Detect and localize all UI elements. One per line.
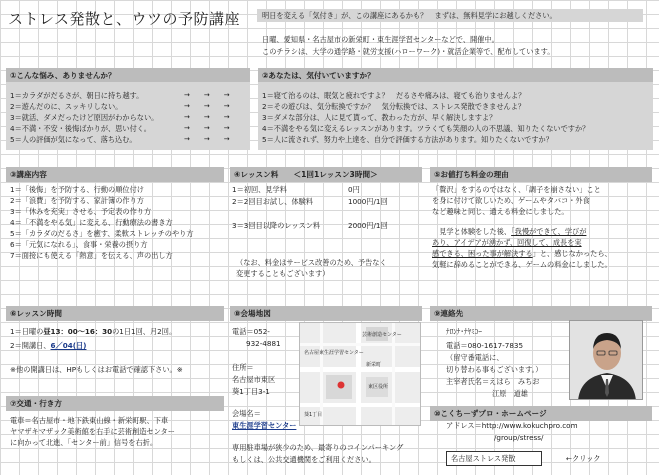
sec5-body: [432, 184, 652, 270]
sec6-heading: ⑥レッスン時間: [6, 306, 224, 321]
sec2-list: [262, 90, 589, 145]
price-label: 2＝2回目お試し、体験料: [232, 197, 314, 206]
host-photo: [569, 320, 643, 400]
access-line: 電車＝名古屋市・地下鉄東山線・新栄町駅、下車: [10, 416, 169, 425]
access-line: に向かって北進、「センター前」信号を右折。: [10, 438, 158, 447]
contact-phone: 電話＝080-1617-7835: [446, 341, 524, 350]
time-line-1: 1＝日曜の昼13：00～16：30の1日1回、月2回。: [10, 327, 177, 336]
list-item: 5＝人に流されず、努力や上達を、自分で評価する方法があります。知りたくないですか？: [262, 135, 553, 144]
price-row: [232, 184, 422, 196]
list-item: 3＝「休みを充実」させる、予定表の作り方: [10, 207, 152, 216]
sec1-list: [10, 90, 158, 145]
sec9-heading: ⑨連絡先: [430, 306, 652, 321]
price-note-1: （なお、料金はサービス改善のため、予告なく: [236, 258, 387, 267]
reason-line: など趣味と同じ、通える料金にしました。: [432, 207, 569, 216]
price-row: [232, 220, 422, 232]
reason-line: あり、アイデアが湧かず、回復して、成長を実: [432, 238, 582, 247]
list-item: 3＝ダメな部分は、人に見て貰って、教わった方が、早く解決しますよ？: [262, 113, 497, 122]
intro-line-3: このチラシは、大学の通学路・就労支援(ハローワーク)・就活企業等で、配布しています。: [262, 47, 555, 56]
venue-phone: 電話＝052-: [232, 327, 270, 336]
price-label: 3＝3回目以降のレッスン料: [232, 221, 321, 230]
list-item: 6＝「元気になれる」、食事・栄養の摂り方: [10, 240, 148, 249]
parking-note-2: もしくは、公共交通機関をご利用ください。: [232, 455, 376, 464]
hp-url-2[interactable]: /group/stress/: [494, 433, 544, 442]
search-box[interactable]: 名古屋ストレス発散: [446, 451, 542, 466]
list-item: 1＝「後悔」を予防する、行動の順位付け: [10, 185, 144, 194]
price-value: 1000円/1回: [348, 197, 388, 206]
map-label: 東区役所: [368, 384, 389, 390]
arrow-icon: → → →: [184, 124, 230, 132]
price-table: [232, 184, 422, 232]
map-label: 葵1丁目: [304, 412, 323, 418]
sec5-heading: ⑤お値打ち料金の理由: [430, 167, 652, 182]
click-hint: ←クリック: [566, 454, 601, 463]
reason-line: 「贅沢」をするのではなく、「調子を崩さない」こと: [432, 185, 601, 194]
price-note-2: 変更することもございます）: [236, 269, 330, 278]
access-line: ヤマザキマザック美術館を右手に芸術創造センター: [10, 427, 175, 436]
venue-name[interactable]: 東生涯学習センター: [232, 421, 297, 430]
venue-map[interactable]: [299, 322, 421, 426]
price-value: 0円: [348, 185, 360, 194]
list-item: 4＝「不満をやる気」に変える、行動療法の書き方: [10, 218, 173, 227]
list-item: 4＝不満・不安・後悔ばかりが、思い付く。: [10, 124, 151, 133]
map-label: 新栄町: [366, 362, 382, 368]
reason-line: 感できる、困った事が解決する」と、感じなかったら、: [432, 249, 612, 258]
reason-line: を身に付けて欲しいため、ゲームやタバコ・外食: [432, 196, 590, 205]
list-item: 2＝遊んだのに、スッキリしない。: [10, 102, 123, 111]
sec3-heading: ③講座内容: [6, 167, 224, 182]
list-item: 4＝不満をやる気に変えるレッスンがあります。ツラくても笑顔の人の不思議、知りたくないですか？: [262, 124, 590, 133]
arrow-icon: → → →: [184, 91, 230, 99]
time-line-2: 2＝開講日、6／04(日): [10, 341, 87, 350]
sec7-heading: ⑦交通・行き方: [6, 396, 224, 411]
reason-line: 見学と体験をした後、「我慢ができて、学びが: [439, 227, 587, 236]
intro-line-2: 日曜、愛知県・名古屋市の新栄町・東生涯学習センターなどで、開催中。: [262, 35, 499, 44]
venue-address-2: 葵1丁目3-1: [232, 387, 270, 396]
sec3-list: [10, 184, 194, 261]
page-title: ストレス発散と、ウツの予防講座: [8, 10, 241, 28]
sec8-heading: ⑧会場地図: [230, 306, 422, 321]
open-date: 6／04(日): [50, 341, 87, 350]
list-item: 3＝就活、ダメだったけど原因がわからない。: [10, 113, 159, 122]
sec1-heading: ①こんな悩み、ありませんか？: [6, 68, 250, 83]
contact-note-1: （留守番電話に、: [446, 353, 504, 362]
list-item: 1＝カラダがだるさが、朝日に持ち越す。: [10, 91, 144, 100]
list-item: 5＝「カラダのだるさ」を癒す、柔軟ストレッチのやり方: [10, 229, 194, 238]
arrow-column: [184, 90, 230, 145]
parking-note-1: 専用駐車場が狭少のため、最寄りのコインパーキング: [232, 443, 404, 452]
host-name: 主宰者氏名＝えはら みちお: [446, 377, 540, 386]
host-name-kanji: 江原 道雄: [492, 389, 528, 398]
map-label: 芸術創造センター: [362, 332, 402, 338]
list-item: 7＝面接にも使える「熱意」を伝える、声の出し方: [10, 251, 173, 260]
venue-address-label: 住所＝: [232, 363, 254, 372]
person-icon: [570, 321, 643, 400]
time-note: ※他の開講日は、HPもしくはお電話で確認下さい。※: [10, 365, 183, 374]
intro-line-1: 明日を変える「気付き」が、この講座にあるかも？ まずは、無料見学にお越しください。: [262, 11, 557, 20]
map-label: 名古屋東生涯学習センター: [304, 350, 364, 356]
sec4-heading: ④レッスン料 ＜1回1レッスン3時間＞: [230, 167, 422, 182]
reason-line: 気軽に辞めることができる、ゲームの料金にしました。: [432, 260, 612, 269]
arrow-icon: → → →: [184, 113, 230, 121]
sec7-body: [10, 415, 175, 448]
venue-phone-rest: 932-4881: [246, 339, 281, 348]
list-item: 5＝人の評価が気になって、落ち込む。: [10, 135, 137, 144]
list-item: 2＝その遊びは、気分転換ですか？ 気分転換では、ストレス発散できませんよ？: [262, 102, 526, 111]
venue-name-label: 会場名＝: [232, 409, 261, 418]
arrow-icon: → → →: [184, 135, 230, 143]
list-item: 1＝寝て治るのは、眠気と疲れですよ？ だるさや痛みは、寝ても治りませんよ？: [262, 91, 526, 100]
map-pin-icon: [338, 382, 345, 389]
sec2-heading: ②あなたは、気付いていますか？: [258, 68, 653, 83]
hp-url[interactable]: http://www.kokuchpro.com: [481, 421, 578, 430]
arrow-icon: → → →: [184, 102, 230, 110]
price-value: 2000円/1回: [348, 221, 388, 230]
list-item: 2＝「浪費」を予防する、家計簿の作り方: [10, 196, 144, 205]
price-row: [232, 196, 422, 208]
hp-address: アドレス＝http://www.kokuchpro.com: [446, 421, 578, 430]
contact-kana: ﾅﾛﾝﾅ･ﾅﾔﾐｺｰ: [446, 327, 482, 336]
sec10-heading: ⑩こくち－ずプロ・ホームページ: [430, 406, 652, 421]
contact-note-2: 切り替わる事もございます。）: [446, 365, 543, 374]
venue-address-1: 名古屋市東区: [232, 375, 276, 384]
price-label: 1＝初回、見学料: [232, 185, 287, 194]
